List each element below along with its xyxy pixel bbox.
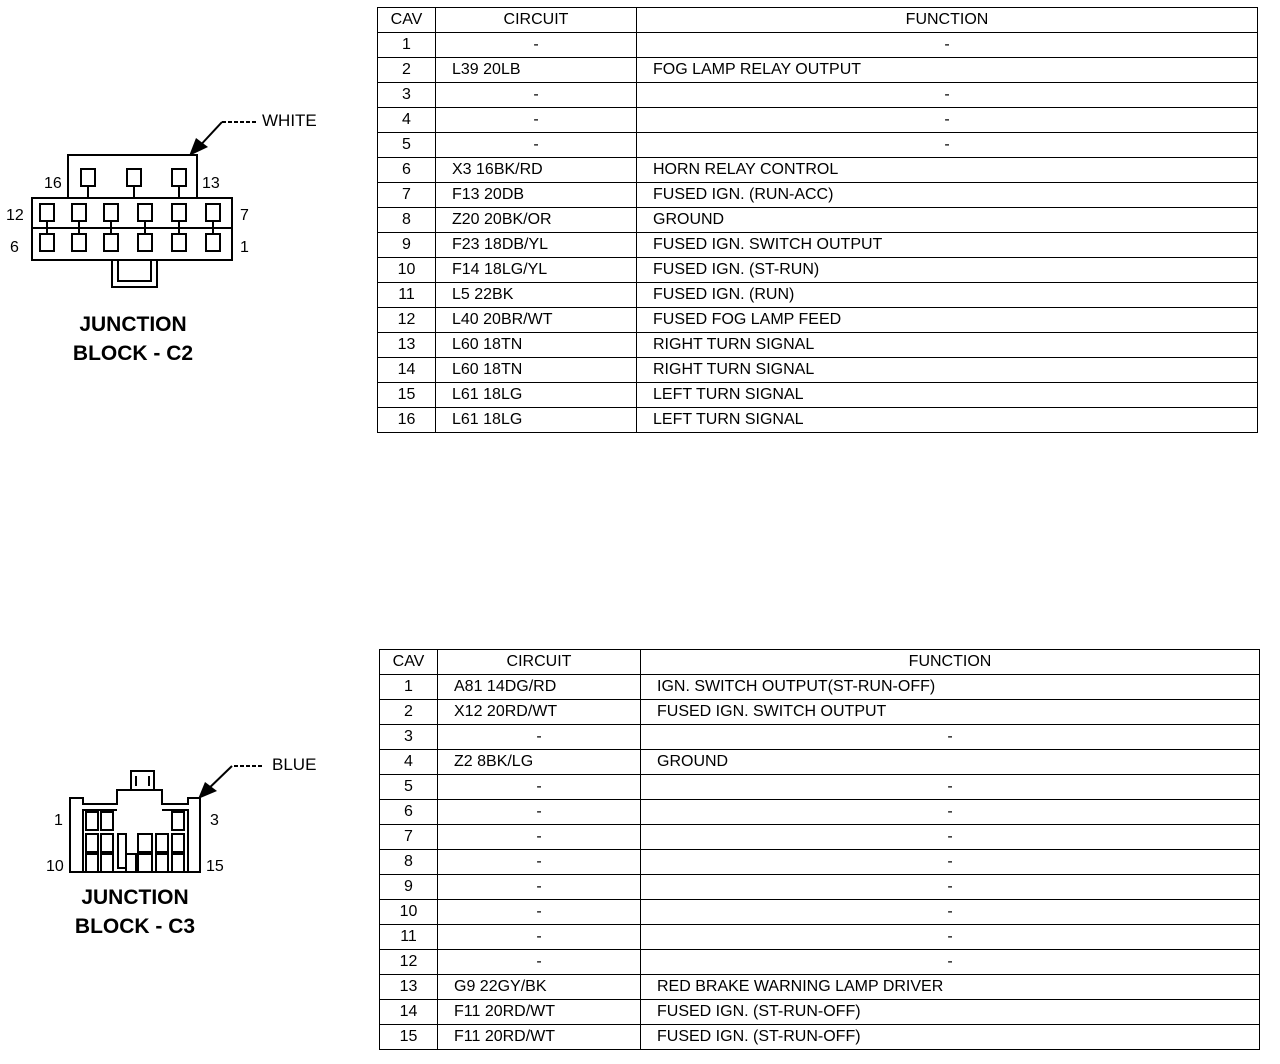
- cav-cell: 7: [380, 825, 438, 850]
- function-cell: -: [641, 875, 1260, 900]
- table-row: [378, 158, 1258, 183]
- circuit-cell: X3 16BK/RD: [436, 158, 637, 183]
- function-cell: -: [641, 800, 1260, 825]
- cav-cell: 12: [380, 950, 438, 975]
- function-header: FUNCTION: [637, 8, 1258, 33]
- table-row: [380, 800, 1260, 825]
- table-row: [380, 825, 1260, 850]
- function-cell: FUSED IGN. (RUN): [637, 283, 1258, 308]
- function-cell: FUSED IGN. (ST-RUN-OFF): [641, 1000, 1260, 1025]
- c3-table-header-row: [380, 650, 1260, 675]
- cav-cell: 8: [378, 208, 436, 233]
- cav-cell: 9: [378, 233, 436, 258]
- c2-pin-label-6: 6: [10, 239, 19, 256]
- circuit-cell: -: [436, 33, 637, 58]
- table-row: [378, 58, 1258, 83]
- function-cell: -: [637, 133, 1258, 158]
- function-cell: -: [641, 825, 1260, 850]
- circuit-cell: L40 20BR/WT: [436, 308, 637, 333]
- circuit-cell: -: [438, 950, 641, 975]
- table-row: [378, 83, 1258, 108]
- cav-cell: 10: [378, 258, 436, 283]
- c2-pin-label-7: 7: [240, 207, 249, 224]
- cav-cell: 4: [378, 108, 436, 133]
- circuit-cell: L61 18LG: [436, 383, 637, 408]
- table-row: [378, 33, 1258, 58]
- c2-pin-label-1: 1: [240, 239, 249, 256]
- table-row: [378, 108, 1258, 133]
- function-cell: FUSED IGN. SWITCH OUTPUT: [641, 700, 1260, 725]
- c3-pin-label-3: 3: [210, 812, 219, 829]
- function-cell: -: [641, 775, 1260, 800]
- table-row: [380, 750, 1260, 775]
- circuit-cell: X12 20RD/WT: [438, 700, 641, 725]
- circuit-cell: -: [438, 800, 641, 825]
- table-row: [378, 408, 1258, 433]
- table-row: [380, 700, 1260, 725]
- table-row: [380, 1025, 1260, 1050]
- circuit-cell: Z20 20BK/OR: [436, 208, 637, 233]
- function-cell: -: [637, 108, 1258, 133]
- table-row: [380, 900, 1260, 925]
- cav-cell: 5: [378, 133, 436, 158]
- c3-pin-label-1: 1: [54, 812, 63, 829]
- circuit-cell: -: [436, 108, 637, 133]
- cav-cell: 14: [380, 1000, 438, 1025]
- table-row: [380, 975, 1260, 1000]
- cav-header: CAV: [380, 650, 438, 675]
- cav-cell: 6: [380, 800, 438, 825]
- circuit-cell: L60 18TN: [436, 333, 637, 358]
- function-cell: -: [637, 33, 1258, 58]
- circuit-cell: -: [436, 83, 637, 108]
- function-cell: GROUND: [637, 208, 1258, 233]
- cav-cell: 15: [380, 1025, 438, 1050]
- table-row: [378, 358, 1258, 383]
- cav-cell: 9: [380, 875, 438, 900]
- function-cell: GROUND: [641, 750, 1260, 775]
- function-cell: FUSED FOG LAMP FEED: [637, 308, 1258, 333]
- cav-cell: 13: [380, 975, 438, 1000]
- function-cell: -: [641, 725, 1260, 750]
- c2-block-title: [33, 310, 233, 368]
- table-row: [378, 308, 1258, 333]
- cav-cell: 15: [378, 383, 436, 408]
- table-row: [378, 333, 1258, 358]
- cav-cell: 7: [378, 183, 436, 208]
- circuit-cell: -: [438, 875, 641, 900]
- function-cell: LEFT TURN SIGNAL: [637, 383, 1258, 408]
- circuit-cell: F23 18DB/YL: [436, 233, 637, 258]
- c2-table-header-row: [378, 8, 1258, 33]
- table-row: [378, 283, 1258, 308]
- c3-pin-label-10: 10: [46, 858, 64, 875]
- c2-cavity-table: [377, 7, 1258, 433]
- table-row: [380, 925, 1260, 950]
- table-row: [380, 875, 1260, 900]
- table-row: [380, 850, 1260, 875]
- cav-cell: 6: [378, 158, 436, 183]
- circuit-cell: L60 18TN: [436, 358, 637, 383]
- table-row: [380, 1000, 1260, 1025]
- table-row: [378, 208, 1258, 233]
- circuit-cell: -: [438, 900, 641, 925]
- circuit-header: CIRCUIT: [436, 8, 637, 33]
- cav-header: CAV: [378, 8, 436, 33]
- cav-cell: 16: [378, 408, 436, 433]
- circuit-cell: F11 20RD/WT: [438, 1025, 641, 1050]
- c2-pin-label-13: 13: [202, 175, 220, 192]
- circuit-header: CIRCUIT: [438, 650, 641, 675]
- circuit-cell: L39 20LB: [436, 58, 637, 83]
- circuit-cell: L61 18LG: [436, 408, 637, 433]
- function-cell: -: [641, 900, 1260, 925]
- c3-title-line1: JUNCTION: [81, 886, 189, 909]
- cav-cell: 4: [380, 750, 438, 775]
- c2-pin-label-16: 16: [44, 175, 62, 192]
- c3-pin-label-15: 15: [206, 858, 224, 875]
- table-row: [378, 183, 1258, 208]
- function-cell: -: [637, 83, 1258, 108]
- table-row: [378, 133, 1258, 158]
- circuit-cell: -: [438, 850, 641, 875]
- table-row: [378, 233, 1258, 258]
- function-cell: HORN RELAY CONTROL: [637, 158, 1258, 183]
- function-cell: -: [641, 950, 1260, 975]
- c3-block-title: [35, 883, 235, 941]
- cav-cell: 11: [380, 925, 438, 950]
- function-cell: RIGHT TURN SIGNAL: [637, 358, 1258, 383]
- cav-cell: 3: [378, 83, 436, 108]
- circuit-cell: -: [436, 133, 637, 158]
- cav-cell: 13: [378, 333, 436, 358]
- function-cell: FOG LAMP RELAY OUTPUT: [637, 58, 1258, 83]
- table-row: [378, 258, 1258, 283]
- circuit-cell: F11 20RD/WT: [438, 1000, 641, 1025]
- function-cell: FUSED IGN. (ST-RUN): [637, 258, 1258, 283]
- c2-pin-label-12: 12: [6, 207, 24, 224]
- circuit-cell: F13 20DB: [436, 183, 637, 208]
- function-header: FUNCTION: [641, 650, 1260, 675]
- cav-cell: 3: [380, 725, 438, 750]
- function-cell: FUSED IGN. SWITCH OUTPUT: [637, 233, 1258, 258]
- cav-cell: 8: [380, 850, 438, 875]
- table-row: [380, 675, 1260, 700]
- c2-title-line2: BLOCK - C2: [72, 342, 194, 365]
- circuit-cell: L5 22BK: [436, 283, 637, 308]
- c2-color-label: WHITE: [262, 111, 317, 130]
- circuit-cell: -: [438, 925, 641, 950]
- circuit-cell: F14 18LG/YL: [436, 258, 637, 283]
- table-row: [380, 725, 1260, 750]
- cav-cell: 12: [378, 308, 436, 333]
- c3-cavity-table: [379, 649, 1260, 1050]
- cav-cell: 2: [380, 700, 438, 725]
- function-cell: LEFT TURN SIGNAL: [637, 408, 1258, 433]
- circuit-cell: -: [438, 725, 641, 750]
- circuit-cell: -: [438, 825, 641, 850]
- circuit-cell: -: [438, 775, 641, 800]
- function-cell: FUSED IGN. (RUN-ACC): [637, 183, 1258, 208]
- function-cell: -: [641, 850, 1260, 875]
- table-row: [380, 775, 1260, 800]
- circuit-cell: Z2 8BK/LG: [438, 750, 641, 775]
- cav-cell: 1: [380, 675, 438, 700]
- table-row: [380, 950, 1260, 975]
- cav-cell: 11: [378, 283, 436, 308]
- function-cell: FUSED IGN. (ST-RUN-OFF): [641, 1025, 1260, 1050]
- cav-cell: 14: [378, 358, 436, 383]
- cav-cell: 10: [380, 900, 438, 925]
- cav-cell: 2: [378, 58, 436, 83]
- function-cell: IGN. SWITCH OUTPUT(ST-RUN-OFF): [641, 675, 1260, 700]
- c2-title-line1: JUNCTION: [79, 313, 187, 336]
- c3-color-label: BLUE: [272, 755, 317, 774]
- cav-cell: 5: [380, 775, 438, 800]
- circuit-cell: A81 14DG/RD: [438, 675, 641, 700]
- function-cell: RIGHT TURN SIGNAL: [637, 333, 1258, 358]
- function-cell: RED BRAKE WARNING LAMP DRIVER: [641, 975, 1260, 1000]
- table-row: [378, 383, 1258, 408]
- circuit-cell: G9 22GY/BK: [438, 975, 641, 1000]
- function-cell: -: [641, 925, 1260, 950]
- c3-title-line2: BLOCK - C3: [74, 915, 196, 938]
- cav-cell: 1: [378, 33, 436, 58]
